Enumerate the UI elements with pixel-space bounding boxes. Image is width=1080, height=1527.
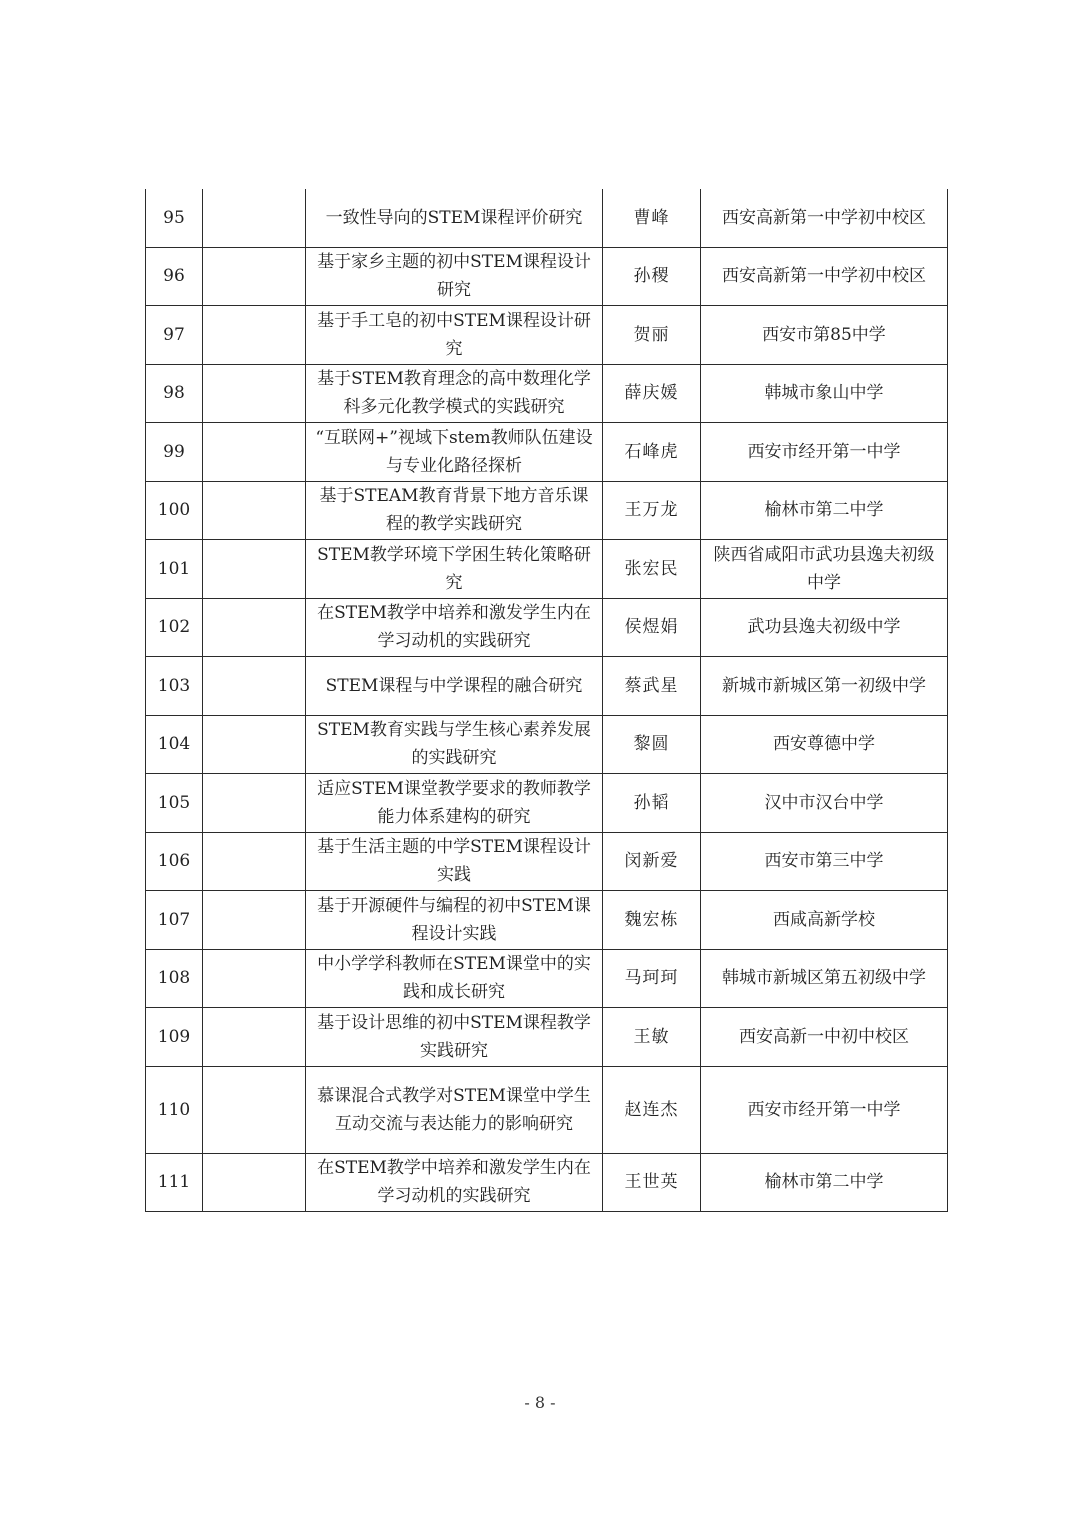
school-name: 武功县逸夫初级中学 (701, 598, 948, 657)
row-number: 107 (146, 891, 203, 950)
school-name: 西咸高新学校 (701, 891, 948, 950)
project-title: 基于开源硬件与编程的初中STEM课程设计实践 (306, 891, 603, 950)
empty-category-cell (203, 891, 306, 950)
project-title: STEM课程与中学课程的融合研究 (306, 657, 603, 716)
school-name: 榆林市第二中学 (701, 481, 948, 540)
researcher-name: 张宏民 (603, 540, 701, 599)
row-number: 110 (146, 1066, 203, 1153)
project-title: 在STEM教学中培养和激发学生内在学习动机的实践研究 (306, 598, 603, 657)
table-row (146, 247, 948, 306)
empty-category-cell (203, 364, 306, 423)
school-name: 西安市第85中学 (701, 306, 948, 365)
table-row (146, 1066, 948, 1153)
project-title: 基于设计思维的初中STEM课程教学实践研究 (306, 1008, 603, 1067)
project-table-body (146, 189, 948, 1212)
row-number: 95 (146, 189, 203, 247)
researcher-name: 蔡武星 (603, 657, 701, 716)
researcher-name: 王敏 (603, 1008, 701, 1067)
project-title: 适应STEM课堂教学要求的教师教学能力体系建构的研究 (306, 774, 603, 833)
researcher-name: 魏宏栋 (603, 891, 701, 950)
researcher-name: 贺丽 (603, 306, 701, 365)
empty-category-cell (203, 481, 306, 540)
researcher-name: 侯煜娟 (603, 598, 701, 657)
table-row (146, 306, 948, 365)
row-number: 103 (146, 657, 203, 716)
table-row (146, 774, 948, 833)
school-name: 西安市经开第一中学 (701, 423, 948, 482)
empty-category-cell (203, 949, 306, 1008)
researcher-name: 曹峰 (603, 189, 701, 247)
project-title: 基于家乡主题的初中STEM课程设计研究 (306, 247, 603, 306)
table-row (146, 481, 948, 540)
researcher-name: 闵新爱 (603, 832, 701, 891)
school-name: 韩城市象山中学 (701, 364, 948, 423)
project-title: 基于生活主题的中学STEM课程设计实践 (306, 832, 603, 891)
row-number: 101 (146, 540, 203, 599)
researcher-name: 王世英 (603, 1153, 701, 1212)
table-row (146, 364, 948, 423)
school-name: 西安高新第一中学初中校区 (701, 189, 948, 247)
school-name: 榆林市第二中学 (701, 1153, 948, 1212)
table-row (146, 540, 948, 599)
researcher-name: 孙稷 (603, 247, 701, 306)
project-title: 慕课混合式教学对STEM课堂中学生互动交流与表达能力的影响研究 (306, 1066, 603, 1153)
school-name: 汉中市汉台中学 (701, 774, 948, 833)
row-number: 98 (146, 364, 203, 423)
empty-category-cell (203, 247, 306, 306)
table-row (146, 715, 948, 774)
school-name: 西安市经开第一中学 (701, 1066, 948, 1153)
empty-category-cell (203, 774, 306, 833)
row-number: 97 (146, 306, 203, 365)
project-title: “互联网+”视域下stem教师队伍建设与专业化路径探析 (306, 423, 603, 482)
project-title: 基于STEAM教育背景下地方音乐课程的教学实践研究 (306, 481, 603, 540)
table-row (146, 949, 948, 1008)
row-number: 108 (146, 949, 203, 1008)
empty-category-cell (203, 715, 306, 774)
project-title: 在STEM教学中培养和激发学生内在学习动机的实践研究 (306, 1153, 603, 1212)
empty-category-cell (203, 189, 306, 247)
researcher-name: 黎圆 (603, 715, 701, 774)
empty-category-cell (203, 598, 306, 657)
school-name: 新城市新城区第一初级中学 (701, 657, 948, 716)
row-number: 100 (146, 481, 203, 540)
researcher-name: 马珂珂 (603, 949, 701, 1008)
table-row (146, 1008, 948, 1067)
empty-category-cell (203, 657, 306, 716)
table-row (146, 189, 948, 247)
row-number: 96 (146, 247, 203, 306)
table-row (146, 832, 948, 891)
row-number: 104 (146, 715, 203, 774)
researcher-name: 王万龙 (603, 481, 701, 540)
empty-category-cell (203, 540, 306, 599)
empty-category-cell (203, 1008, 306, 1067)
empty-category-cell (203, 832, 306, 891)
empty-category-cell (203, 1066, 306, 1153)
table-row (146, 891, 948, 950)
empty-category-cell (203, 306, 306, 365)
table-row (146, 423, 948, 482)
empty-category-cell (203, 1153, 306, 1212)
school-name: 西安尊德中学 (701, 715, 948, 774)
project-title: 基于手工皂的初中STEM课程设计研究 (306, 306, 603, 365)
table-row (146, 657, 948, 716)
table-row (146, 1153, 948, 1212)
row-number: 99 (146, 423, 203, 482)
page-number: - 8 - (524, 1393, 556, 1412)
project-title: 中小学学科教师在STEM课堂中的实践和成长研究 (306, 949, 603, 1008)
project-title: STEM教育实践与学生核心素养发展的实践研究 (306, 715, 603, 774)
researcher-name: 薛庆媛 (603, 364, 701, 423)
empty-category-cell (203, 423, 306, 482)
school-name: 西安高新一中初中校区 (701, 1008, 948, 1067)
researcher-name: 孙韬 (603, 774, 701, 833)
researcher-name: 石峰虎 (603, 423, 701, 482)
school-name: 韩城市新城区第五初级中学 (701, 949, 948, 1008)
project-table (145, 189, 948, 1212)
project-title: STEM教学环境下学困生转化策略研究 (306, 540, 603, 599)
row-number: 106 (146, 832, 203, 891)
table-row (146, 598, 948, 657)
row-number: 105 (146, 774, 203, 833)
project-title: 一致性导向的STEM课程评价研究 (306, 189, 603, 247)
row-number: 109 (146, 1008, 203, 1067)
project-title: 基于STEM教育理念的高中数理化学科多元化教学模式的实践研究 (306, 364, 603, 423)
researcher-name: 赵连杰 (603, 1066, 701, 1153)
school-name: 陕西省咸阳市武功县逸夫初级中学 (701, 540, 948, 599)
row-number: 111 (146, 1153, 203, 1212)
row-number: 102 (146, 598, 203, 657)
school-name: 西安高新第一中学初中校区 (701, 247, 948, 306)
school-name: 西安市第三中学 (701, 832, 948, 891)
